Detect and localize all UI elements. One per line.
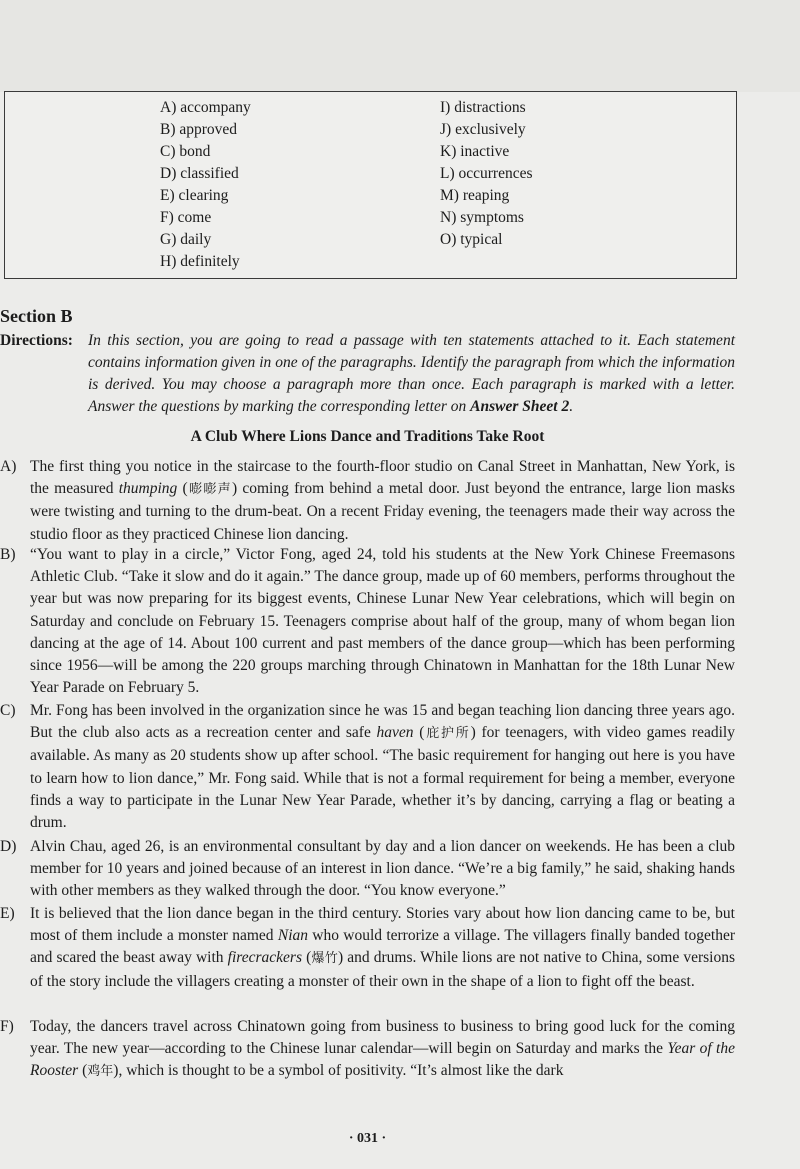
paragraph-marker: A)	[0, 458, 17, 475]
word-option: F) come	[160, 209, 212, 226]
text-run: Alvin Chau, aged 26, is an environmental consultant by day and a lion dancer on weekends. He has been a club member for 10 years and joined because of an interest in lion dance. “We’re a big family,” he said, shaking hands with other members as they walked through the door. “You know everyone.”	[30, 838, 735, 900]
page-number: · 031 ·	[348, 1131, 387, 1146]
word-bank-box	[4, 91, 737, 279]
italic-term: Nian	[277, 927, 309, 945]
word-option: O) typical	[440, 231, 503, 248]
text-run: ) and drums. While lions are not native to China, some versions of the story include the villagers creating a monster of their own in the shape of a lion to fight off the beast.	[30, 949, 735, 990]
text-run: “You want to play in a circle,” Victor Fong, aged 24, told his students at the New York Chinese Freemasons Athletic Club. “Take it slow and do it again.” The dance group, made up of 60 members, performs throughout the year but was now preparing for its biggest events, Chinese Lunar New Year celebrations, which will begin on Saturday and conclude on February 15. Teenagers comprise about half of the group, many of whom began lion dancing at the age of 14. About 100 current and past members of the dance group—which has been performing since 1956—will be among the 220 groups marching through Chinatown in Manhattan for the 18th Lunar New Year Parade on February 5.	[30, 546, 735, 697]
directions-text	[88, 330, 735, 418]
chinese-gloss: 爆竹	[311, 951, 338, 967]
word-option: N) symptoms	[440, 209, 524, 226]
word-option: M) reaping	[440, 187, 510, 204]
word-option: L) occurrences	[440, 165, 533, 182]
word-option: A) accompany	[160, 99, 251, 116]
word-option: K) inactive	[440, 143, 510, 160]
paragraph-marker: C)	[0, 702, 16, 719]
text-run: (	[78, 1062, 88, 1080]
paragraph-text	[30, 836, 735, 903]
previous-page-bleed	[0, 0, 800, 92]
text-run: The first thing you notice in the staircase to the fourth-floor studio on Canal Street in Manhattan, New York, is the measured	[30, 458, 735, 498]
italic-term: firecrackers	[227, 949, 302, 967]
directions-body: In this section, you are going to read a passage with ten statements attached to it. Each statement contains information given in one of the paragraphs. Identify the paragraph from which the information is derived. You may choose a paragraph more than once. Each paragraph is marked with a letter. Answer the questions by marking the corresponding letter on	[88, 332, 735, 415]
word-option: D) classified	[160, 165, 239, 182]
paragraph-text	[30, 1016, 735, 1084]
answer-sheet-ref: Answer Sheet 2	[470, 398, 570, 415]
directions-block	[0, 330, 735, 418]
word-option: G) daily	[160, 231, 212, 248]
text-run: It is believed that the lion dance began in the third century. Stories vary about how lion dancing came to be, but most of them include a monster named	[30, 905, 735, 945]
paragraph-text	[30, 903, 735, 993]
italic-term: haven	[376, 724, 414, 742]
chinese-gloss: 鸡年	[87, 1064, 114, 1080]
italic-term: Year of the Rooster	[30, 1040, 735, 1080]
text-run: ), which is thought to be a symbol of positivity. “It’s almost like the dark	[113, 1062, 564, 1080]
paragraph-marker: E)	[0, 905, 15, 922]
word-option: J) exclusively	[440, 121, 526, 138]
word-option: E) clearing	[160, 187, 229, 204]
text-run: (	[301, 949, 312, 967]
italic-term: thumping	[118, 480, 178, 498]
paragraph-e	[0, 903, 735, 993]
section-title: Section B	[0, 306, 73, 326]
paragraph-marker: D)	[0, 838, 17, 855]
text-run: ) for teenagers, with video games readily available. As many as 20 students show up after school. “The basic requirement for hanging out here is you have to learn how to lion dance,” Mr. Fong said. While that is not a formal requirement for being a member, everyone finds a way to participate in the Lunar New Year Parade, whether it’s by dancing, carrying a flag or beating a drum.	[30, 724, 735, 832]
paragraph-text	[30, 700, 735, 834]
paragraph-b	[0, 544, 735, 699]
passage-title: A Club Where Lions Dance and Traditions Take Root	[190, 428, 545, 445]
text-run: (	[177, 480, 188, 498]
chinese-gloss: 嘭嘭声	[187, 482, 232, 498]
directions-label: Directions:	[0, 332, 73, 349]
paragraph-d	[0, 836, 735, 903]
chinese-gloss: 庇护所	[424, 726, 471, 742]
paragraph-f	[0, 1016, 735, 1084]
word-option: I) distractions	[440, 99, 526, 116]
text-run: ) coming from behind a metal door. Just beyond the entrance, large lion masks were twisting and turning to the drum-beat. On a recent Friday evening, the teenagers made their way across the studio floor as they practiced Chinese lion dancing.	[30, 480, 735, 543]
paragraph-text	[30, 544, 735, 699]
word-option: C) bond	[160, 143, 211, 160]
paragraph-text	[30, 456, 735, 546]
word-bank-left-column	[160, 97, 251, 273]
text-run: (	[413, 724, 425, 742]
paragraph-marker: B)	[0, 546, 16, 563]
paragraph-c	[0, 700, 735, 834]
word-option: B) approved	[160, 121, 238, 138]
directions-end: .	[569, 398, 574, 415]
word-bank-right-column	[440, 97, 533, 251]
word-option: H) definitely	[160, 253, 240, 270]
paragraph-marker: F)	[0, 1018, 14, 1035]
paragraph-a	[0, 456, 735, 546]
text-run: Mr. Fong has been involved in the organization since he was 15 and began teaching lion dancing three years ago. But the club also acts as a recreation center and safe	[30, 702, 735, 742]
text-run: Today, the dancers travel across Chinatown going from business to business to bring good luck for the coming year. The new year—according to the Chinese lunar calendar—will begin on Saturday and marks the	[30, 1018, 735, 1058]
text-run: who would terrorize a village. The villagers finally banded together and scared the beast away with	[30, 927, 735, 967]
